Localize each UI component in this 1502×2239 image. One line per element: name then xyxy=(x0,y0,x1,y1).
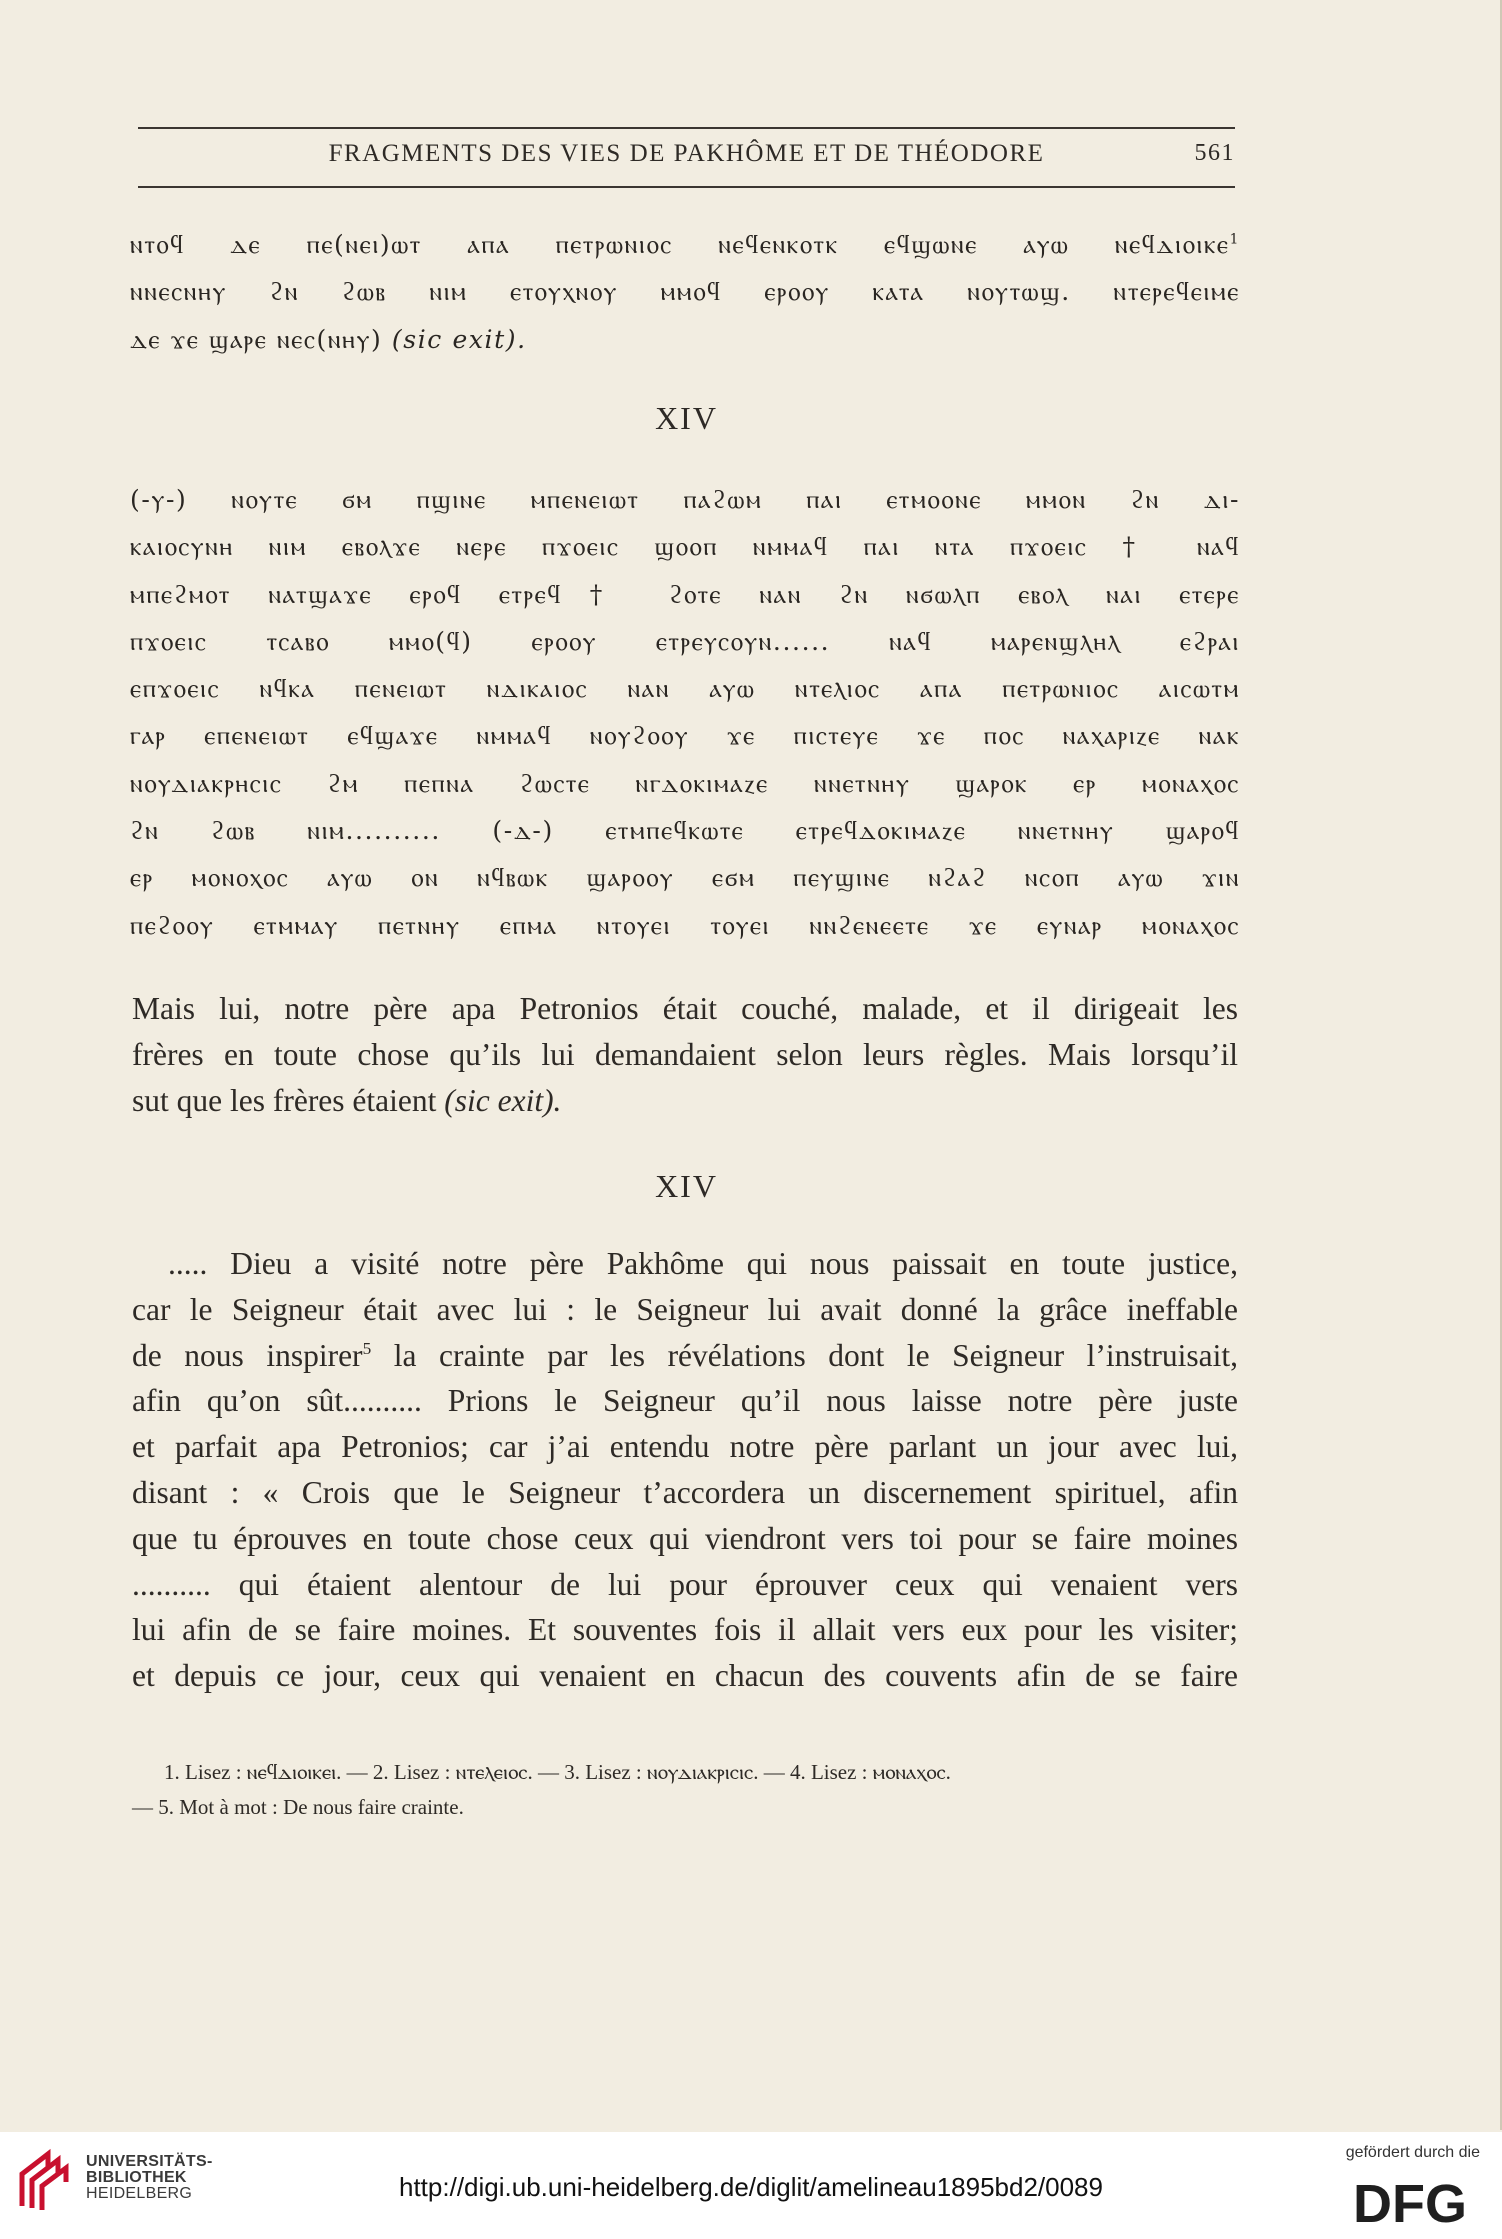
french-line: Mais lui, notre père apa Petronios était couché, malade, et il dirigeait les xyxy=(132,991,1238,1026)
french-line: .......... qui étaient alentour de lui pour éprouver ceux qui venaient vers xyxy=(132,1566,1238,1602)
sic-note: (sic exit). xyxy=(444,1082,562,1118)
dfg-logo-icon[interactable] xyxy=(1340,2172,1480,2230)
french-line: et depuis ce jour, ceux qui venaient en chacun des couvents afin de se faire xyxy=(132,1658,1238,1694)
french-line: que tu éprouves en toute chose ceux qui viendront vers toi pour se faire moines xyxy=(132,1520,1238,1556)
french-line: car le Seigneur était avec lui : le Seigneur lui avait donné la grâce ineffable xyxy=(132,1291,1238,1327)
french-line: lui afin de se faire moines. Et souventes fois il allait vers eux pour les visiter; xyxy=(132,1612,1238,1648)
coptic-paragraph-main xyxy=(130,476,1240,949)
footnote-mark: 1 xyxy=(1229,231,1240,248)
header-rule-top xyxy=(138,127,1235,129)
university-library-name: UNIVERSITÄTS- BIBLIOTHEK HEIDELBERG xyxy=(86,2153,213,2202)
permalink-url[interactable]: http://digi.ub.uni-heidelberg.de/diglit/amelineau1895bd2/0089 xyxy=(399,2172,1103,2202)
section-heading-coptic: XIV xyxy=(655,400,718,436)
coptic-line: ⲉⲡϫⲟⲉⲓⲥ ⲛϥⲕⲁ ⲡⲉⲛⲉⲓⲱⲧ ⲛⲇⲓⲕⲁⲓⲟⲥ ⲛⲁⲛ ⲁⲩⲱ ⲛⲧⲉⲗⲓⲟⲥ ⲁⲡⲁ ⲡⲉⲧⲣⲱⲛⲓⲟⲥ ⲁⲓⲥⲱⲧⲙ xyxy=(130,674,1240,704)
coptic-line: ⲙⲡⲉϩⲙⲟⲧ ⲛⲁⲧϣⲁϫⲉ ⲉⲣⲟϥ ⲉⲧⲣⲉϥ† ϩⲟⲧⲉ ⲛⲁⲛ ϩⲛ ⲛϭⲱⲗⲡ ⲉⲃⲟⲗ ⲛⲁⲓ ⲉⲧⲉⲣⲉ xyxy=(130,579,1240,609)
header-rule-bottom xyxy=(138,186,1235,188)
dfg-logo-text: DFG xyxy=(1353,2174,1467,2230)
french-line: disant : « Crois que le Seigneur t’accordera un discernement spirituel, afin xyxy=(132,1474,1238,1510)
running-title: FRAGMENTS DES VIES DE PAKHÔME ET DE THÉODORE xyxy=(328,140,1045,167)
french-paragraph-main xyxy=(132,1241,1238,1699)
digitization-footer xyxy=(0,2132,1502,2239)
french-line: et parfait apa Petronios; car j’ai entendu notre père parlant un jour avec lui, xyxy=(132,1429,1238,1465)
footnote-line: — 5. Mot à mot : De nous faire crainte. xyxy=(132,1795,464,1819)
coptic-line: ⲛⲧⲟϥ ⲇⲉ ⲡⲉ(ⲛⲉⲓ)ⲱⲧ ⲁⲡⲁ ⲡⲉⲧⲣⲱⲛⲓⲟⲥ ⲛⲉϥⲉⲛⲕⲟⲧⲕ ⲉϥϣⲱⲛⲉ ⲁⲩⲱ ⲛⲉϥⲇⲓⲟⲓⲕⲉ$^1$ xyxy=(130,230,1240,259)
coptic-line: ⲛⲟⲩⲇⲓⲁⲕⲣⲏⲥⲓⲥ ϩⲙ ⲡⲉⲡⲛⲁ ϩⲱⲥⲧⲉ ⲛⲅⲇⲟⲕⲓⲙⲁⲍⲉ ⲛⲛⲉⲧⲛⲏⲩ ϣⲁⲣⲟⲕ ⲉⲣ ⲙⲟⲛⲁⲭⲟⲥ xyxy=(130,768,1240,798)
coptic-line: ⲕⲁⲓⲟⲥⲩⲛⲏ ⲛⲓⲙ ⲉⲃⲟⲗϫⲉ ⲛⲉⲣⲉ ⲡϫⲟⲉⲓⲥ ϣⲟⲟⲡ ⲛⲙⲙⲁϥ ⲡⲁⲓ ⲛⲧⲁ ⲡϫⲟⲉⲓⲥ † ⲛⲁϥ xyxy=(130,532,1240,562)
french-line: afin qu’on sût.......... Prions le Seigneur qu’il nous laisse notre père juste xyxy=(132,1383,1238,1419)
page-number: 561 xyxy=(1194,140,1235,166)
coptic-line: ⲡϫⲟⲉⲓⲥ ⲧⲥⲁⲃⲟ ⲙⲙⲟ(ϥ) ⲉⲣⲟⲟⲩ ⲉⲧⲣⲉⲩⲥⲟⲩⲛ...... ⲛⲁϥ ⲙⲁⲣⲉⲛϣⲗⲏⲗ ⲉϩⲣⲁⲓ xyxy=(130,626,1240,656)
coptic-line: ⲛⲛⲉⲥⲛⲏⲩ ϩⲛ ϩⲱⲃ ⲛⲓⲙ ⲉⲧⲟⲩⲭⲛⲟⲩ ⲙⲙⲟϥ ⲉⲣⲟⲟⲩ ⲕⲁⲧⲁ ⲛⲟⲩⲧⲱϣ. ⲛⲧⲉⲣⲉϥⲉⲓⲙⲉ xyxy=(130,277,1240,307)
coptic-line: ⲉⲣ ⲙⲟⲛⲟⲭⲟⲥ ⲁⲩⲱ ⲟⲛ ⲛϥⲃⲱⲕ ϣⲁⲣⲟⲟⲩ ⲉϭⲙ ⲡⲉⲩϣⲓⲛⲉ ⲛϩⲁϩ ⲛⲥⲟⲡ ⲁⲩⲱ ϫⲓⲛ xyxy=(130,863,1240,893)
sic-note: (sic exit). xyxy=(391,324,527,354)
running-head xyxy=(138,140,1235,180)
french-paragraph-top xyxy=(132,986,1238,1123)
funded-by-label: gefördert durch die xyxy=(1345,2144,1480,2161)
coptic-paragraph-top xyxy=(130,221,1240,363)
coptic-line: ⲅⲁⲣ ⲉⲡⲉⲛⲉⲓⲱⲧ ⲉϥϣⲁϫⲉ ⲛⲙⲙⲁϥ ⲛⲟⲩϩⲟⲟⲩ ϫⲉ ⲡⲓⲥⲧⲉⲩⲉ ϫⲉ ⲡⲟⲥ ⲛⲁⲭⲁⲣⲓⲍⲉ ⲛⲁⲕ xyxy=(130,721,1240,751)
french-line: de nous inspirer$^5$ la crainte par les révélations dont le Seigneur l’instruisait, xyxy=(132,1337,1238,1373)
coptic-line: (-ⲩ-) ⲛⲟⲩⲧⲉ ϭⲙ ⲡϣⲓⲛⲉ ⲙⲡⲉⲛⲉⲓⲱⲧ ⲡⲁϩⲱⲙ ⲡⲁⲓ ⲉⲧⲙⲟⲟⲛⲉ ⲙⲙⲟⲛ ϩⲛ ⲇⲓ- xyxy=(130,485,1240,514)
french-line: ..... Dieu a visité notre père Pakhôme qui nous paissait en toute justice, xyxy=(168,1246,1238,1281)
french-line: sut que les frères étaient (sic exit). xyxy=(132,1082,562,1118)
french-line: frères en toute chose qu’ils lui demandaient selon leurs règles. Mais lorsqu’il xyxy=(132,1036,1238,1072)
section-heading-french: XIV xyxy=(655,1168,718,1204)
footnote-mark: 5 xyxy=(362,1338,372,1358)
coptic-line: ⲡⲉϩⲟⲟⲩ ⲉⲧⲙⲙⲁⲩ ⲡⲉⲧⲛⲏⲩ ⲉⲡⲙⲁ ⲛⲧⲟⲩⲉⲓ ⲧⲟⲩⲉⲓ ⲛⲛϩⲉⲛⲉⲉⲧⲉ ϫⲉ ⲉⲩⲛⲁⲣ ⲙⲟⲛⲁⲭⲟⲥ xyxy=(130,910,1240,940)
footnotes xyxy=(132,1755,1238,1825)
coptic-line: ϩⲛ ϩⲱⲃ ⲛⲓⲙ.......... (-ⲇ-) ⲉⲧⲙⲡⲉϥⲕⲱⲧⲉ ⲉⲧⲣⲉϥⲇⲟⲕⲓⲙⲁⲍⲉ ⲛⲛⲉⲧⲛⲏⲩ ϣⲁⲣⲟϥ xyxy=(130,816,1240,846)
coptic-line: ⲇⲉ ϫⲉ ϣⲁⲣⲉ ⲛⲉⲥ(ⲛⲏⲩ) (sic exit). xyxy=(130,324,527,354)
footnote-line: 1. Lisez : ⲛⲉϥⲇⲓⲟⲓⲕⲉⲓ. — 2. Lisez : ⲛⲧⲉⲗⲉⲓⲟⲥ. — 3. Lisez : ⲛⲟⲩⲇⲓⲁⲕⲣⲓⲥⲓⲥ. — 4. Lisez : ⲙⲟⲛⲁⲭⲟⲥ. xyxy=(164,1760,951,1784)
